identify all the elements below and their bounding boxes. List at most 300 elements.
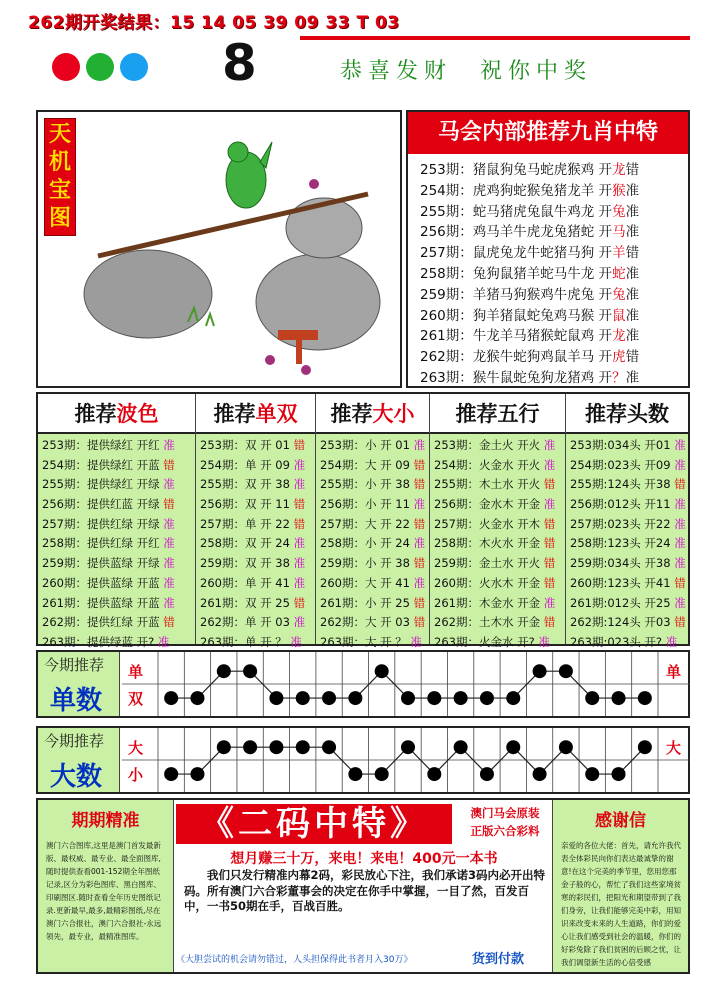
- thank-you-title: 感谢信: [595, 811, 646, 831]
- row-result: 准: [543, 457, 556, 472]
- row-result: 准: [543, 497, 556, 512]
- row-text: 263期：提供绿蓝 开?: [42, 634, 158, 649]
- row-label: 单: [128, 663, 144, 682]
- banner-side-line1: 澳门马会原装: [470, 806, 540, 820]
- big-small-trend-chart: [36, 726, 690, 794]
- row-text: 253期：小 开 01: [320, 438, 414, 452]
- trend-point: [454, 740, 468, 754]
- advert-section: [36, 798, 690, 974]
- row-result: 准: [674, 438, 686, 452]
- grid-row: [38, 495, 195, 515]
- row-text: 254期：火金水 开火: [434, 457, 544, 472]
- trend-point: [427, 691, 441, 705]
- red-ball-icon: [52, 53, 80, 81]
- column-header: [316, 394, 429, 434]
- row-result: 准: [674, 556, 686, 571]
- trend-point: [296, 740, 310, 754]
- right-label: 大: [666, 739, 682, 758]
- row-text: 255期：提供绿红 开绿: [42, 477, 164, 492]
- row-text: 263期：大 开 ？: [320, 634, 411, 649]
- row-text: 260期：火水木 开金: [434, 575, 544, 590]
- row-hit: 龙: [612, 328, 626, 345]
- trend-point: [506, 740, 520, 754]
- grid-row: [316, 594, 429, 614]
- row-hit: 鼠: [612, 307, 626, 324]
- row-text: 261期：牛龙羊马猪猴蛇鼠鸡 开: [420, 328, 613, 345]
- header-text: 推荐头数: [585, 402, 669, 426]
- row-result: 错: [163, 457, 175, 472]
- row-result: 准: [625, 328, 640, 345]
- row-result: 准: [293, 615, 306, 630]
- grid-row: [566, 436, 688, 456]
- picture-title: 天机宝图: [44, 118, 76, 236]
- trend-point: [322, 691, 336, 705]
- grid-row: [316, 574, 429, 594]
- grid-row: [38, 613, 195, 633]
- nine-zodiac-row: [420, 324, 639, 344]
- right-label: 单: [666, 663, 682, 682]
- trend-point: [375, 767, 389, 781]
- row-text: 256期：金水木 开金: [434, 497, 544, 512]
- column-five-elements: [430, 394, 566, 649]
- grid-row: [566, 515, 688, 535]
- trend-point: [638, 691, 652, 705]
- row-result: 错: [293, 497, 306, 512]
- row-text: 256期：鸡马羊牛虎龙兔猪蛇 开: [420, 224, 613, 241]
- thank-you-letter: [552, 800, 688, 972]
- row-text: 261期：双 开 25: [200, 595, 294, 610]
- trend-point: [506, 691, 520, 705]
- row-result: 错: [413, 516, 426, 531]
- row-text: 261期：小 开 25: [320, 595, 414, 610]
- row-result: 准: [293, 477, 306, 492]
- row-text: 255期:124头 开38: [570, 477, 675, 492]
- trend-point: [348, 691, 362, 705]
- row-result: 错: [625, 162, 640, 178]
- grid-row: [566, 475, 688, 495]
- grid-row: [38, 475, 195, 495]
- row-text: 258期：提供红绿 开红: [42, 536, 164, 551]
- row-text: 259期：金土水 开火: [434, 556, 544, 571]
- row-text: 260期:123头 开41: [570, 575, 675, 590]
- row-text: 254期：单 开 09: [200, 457, 294, 472]
- trend-point: [190, 767, 204, 781]
- riddle-picture: [36, 110, 402, 388]
- row-result: 错: [293, 516, 306, 531]
- row-result: 错: [625, 349, 640, 366]
- row-result: 错: [543, 536, 556, 551]
- row-result: 错: [163, 615, 175, 630]
- row-text: 254期：提供绿红 开蓝: [42, 457, 164, 472]
- row-text: 256期：小 开 11: [320, 497, 414, 512]
- row-text: 253期：双 开 01: [200, 438, 294, 452]
- row-text: 259期：小 开 38: [320, 556, 414, 571]
- row-text: 259期：提供蓝绿 开绿: [42, 556, 164, 571]
- blue-ball-icon: [120, 53, 148, 81]
- row-result: 准: [674, 595, 686, 610]
- header-text: 推荐: [213, 402, 256, 426]
- header-highlight: 大小: [372, 402, 415, 426]
- row-text: 258期：双 开 24: [200, 536, 294, 551]
- row-result: 准: [293, 457, 306, 472]
- row-result: 准: [665, 634, 678, 649]
- grid-row: [196, 495, 315, 515]
- row-text: 254期:023头 开09: [570, 457, 675, 472]
- grid-row: [316, 613, 429, 633]
- draw-result-title: 262期开奖结果：15 14 05 39 09 33 T 03: [28, 13, 400, 33]
- row-result: 错: [413, 556, 426, 571]
- row-text: 258期：兔狗鼠猪羊蛇马牛龙 开: [420, 266, 613, 282]
- row-text: 258期:123头 开24: [570, 536, 675, 551]
- column-header: [38, 394, 195, 434]
- row-result: 错: [543, 556, 556, 571]
- row-result: 错: [413, 457, 426, 472]
- grid-row: [316, 515, 429, 535]
- row-text: 257期：鼠虎兔龙牛蛇猪马狗 开: [420, 245, 613, 262]
- header-text: 推荐五行: [455, 402, 540, 426]
- row-result: 准: [413, 438, 426, 452]
- row-text: 253期：提供绿红 开红: [42, 438, 164, 452]
- grid-row: [430, 554, 565, 574]
- row-result: 准: [163, 595, 175, 610]
- trend-point: [612, 691, 626, 705]
- trend-point: [190, 691, 204, 705]
- row-result: 准: [543, 595, 556, 610]
- row-result: 错: [543, 477, 556, 492]
- row-text: 255期：双 开 38: [200, 477, 294, 492]
- nine-zodiac-row: [420, 220, 639, 240]
- row-result: 错: [543, 516, 556, 531]
- nine-zodiac-row: [420, 345, 639, 365]
- green-ball-icon: [86, 53, 114, 81]
- row-text: 259期：羊猪马狗猴鸡牛虎兔 开: [420, 286, 613, 303]
- trend-point: [585, 767, 599, 781]
- row-result: 准: [543, 438, 556, 452]
- grid-row: [38, 436, 195, 456]
- trend-point: [164, 767, 178, 781]
- row-result: 准: [163, 477, 175, 492]
- row-text: 254期：大 开 09: [320, 457, 414, 472]
- row-hit: ？: [612, 370, 626, 386]
- row-result: 准: [163, 536, 175, 551]
- row-result: 准: [625, 266, 640, 282]
- row-result: 准: [413, 575, 426, 590]
- row-text: 260期：狗羊猪鼠蛇兔鸡马猴 开: [420, 307, 613, 324]
- row-text: 258期：小 开 24: [320, 536, 414, 551]
- row-result: 准: [157, 634, 170, 649]
- grid-row: [38, 594, 195, 614]
- issue-number-big: 8: [222, 34, 257, 92]
- trend-point: [243, 664, 257, 678]
- trend-point: [612, 767, 626, 781]
- grid-row: [566, 534, 688, 554]
- column-head-number: [566, 394, 688, 649]
- row-label: 双: [128, 690, 144, 709]
- row-result: 准: [293, 536, 306, 551]
- row-text: 263期:023头 开?: [570, 634, 666, 649]
- grid-row: [430, 534, 565, 554]
- row-text: 254期：虎鸡狗蛇猴兔猪龙羊 开: [420, 182, 613, 199]
- trend-point: [533, 664, 547, 678]
- row-text: 257期：火金水 开木: [434, 516, 544, 531]
- row-label: 大: [128, 739, 144, 758]
- row-result: 错: [163, 497, 175, 512]
- row-result: 准: [625, 307, 640, 324]
- trend-point: [164, 691, 178, 705]
- grid-row: [196, 515, 315, 535]
- row-result: 错: [625, 245, 640, 262]
- two-code-banner: 《二码中特》: [176, 804, 452, 844]
- row-text: 256期:012头 开11: [570, 497, 675, 512]
- trend-point: [348, 767, 362, 781]
- row-result: 准: [674, 497, 686, 512]
- row-hit: 羊: [612, 245, 626, 262]
- row-result: 准: [163, 556, 175, 571]
- trend-point: [243, 740, 257, 754]
- row-text: 262期：大 开 03: [320, 615, 414, 630]
- row-result: 错: [674, 615, 686, 630]
- trend-point: [269, 740, 283, 754]
- nine-zodiac-row: [420, 304, 639, 324]
- nine-zodiac-row: [420, 241, 639, 261]
- grid-row: [38, 534, 195, 554]
- header-highlight: 波色: [116, 402, 159, 426]
- advert-footnote: 《大胆尝试的机会请勿错过，人头担保得此书者月入30万》: [176, 955, 413, 965]
- row-hit: 兔: [612, 286, 626, 303]
- recommend-grid: [36, 392, 690, 649]
- row-text: 257期：单 开 22: [200, 516, 294, 531]
- row-text: 256期：双 开 11: [200, 497, 294, 512]
- grid-row: [430, 594, 565, 614]
- row-text: 261期:012头 开25: [570, 595, 675, 610]
- column-color: [38, 394, 196, 649]
- row-text: 260期：单 开 41: [200, 575, 294, 590]
- row-text: 261期：提供蓝绿 开蓝: [42, 595, 164, 610]
- row-result: 准: [625, 286, 640, 303]
- trend-point: [217, 740, 231, 754]
- row-text: 259期:034头 开38: [570, 556, 675, 571]
- row-result: 准: [413, 497, 426, 512]
- row-result: 准: [674, 536, 686, 551]
- trend-plot: [122, 728, 690, 792]
- trend-point: [480, 767, 494, 781]
- trend-point: [638, 740, 652, 754]
- nine-zodiac-row: [420, 200, 639, 220]
- grid-row: [566, 456, 688, 476]
- header-text: 推荐: [330, 402, 373, 426]
- row-hit: 蛇: [612, 266, 626, 282]
- row-result: 错: [674, 477, 686, 492]
- row-result: 准: [290, 634, 302, 649]
- row-text: 256期：提供红蓝 开绿: [42, 497, 164, 512]
- row-result: 错: [293, 438, 306, 452]
- row-result: 错: [413, 615, 426, 630]
- row-result: 准: [625, 370, 640, 386]
- trend-point: [427, 767, 441, 781]
- row-label: 小: [128, 766, 144, 785]
- advert-body: 我们只发行精准内幕2码，彩民放心下注，我们承诺3码内必开出特码。所有澳门六合彩董事会的决定在你手中掌握，一目了然，百发百中，一书50期在手，百战百胜。: [184, 868, 545, 913]
- grid-row: [196, 475, 315, 495]
- row-text: 261期：木金水 开金: [434, 595, 544, 610]
- row-result: 准: [293, 575, 306, 590]
- greeting-slogan: 恭喜发财 祝你中奖: [340, 59, 593, 84]
- row-result: 准: [625, 203, 640, 220]
- row-result: 准: [163, 516, 175, 531]
- row-text: 253期:034头 开01: [570, 438, 675, 452]
- trend-point: [375, 664, 389, 678]
- grid-row: [316, 495, 429, 515]
- nine-zodiac-row: [420, 283, 639, 303]
- row-result: 准: [163, 575, 175, 590]
- gallery-intro-text: 澳门六合图库,这里是澳门首发最新版、最权威、最专业、最全面图库,随时提供查看001-152期全年图纸记录,区分为彩色图库、黑白图库、印刷图区.随时查看全年历史图纸记录.更新最早,最多,最精彩图纸,尽在澳门六合报社，澳门六合报社-永远领先，最专业，最精准图库。: [46, 841, 162, 941]
- column-big-small: [316, 394, 430, 649]
- header-highlight: 单双: [255, 402, 298, 426]
- nine-zodiac-row: [420, 158, 639, 178]
- chart-caption: 今期推荐: [44, 656, 105, 674]
- nine-zodiac-row: [420, 179, 639, 199]
- row-result: 准: [674, 457, 686, 472]
- column-header: [566, 394, 688, 434]
- odd-even-trend-chart: [36, 650, 690, 718]
- row-text: 258期：木火水 开金: [434, 536, 544, 551]
- grid-row: [566, 613, 688, 633]
- two-code-advert: [174, 800, 554, 972]
- grid-row: [566, 594, 688, 614]
- trend-point: [559, 664, 573, 678]
- row-result: 错: [293, 595, 306, 610]
- chart-big-label: 单数: [50, 686, 103, 716]
- row-text: 255期：蛇马猪虎兔鼠牛鸡龙 开: [420, 203, 613, 220]
- grid-row: [316, 475, 429, 495]
- row-text: 262期：提供红绿 开蓝: [42, 615, 164, 630]
- gallery-intro-title: 期期精准: [71, 811, 140, 831]
- row-result: 准: [625, 182, 640, 199]
- grid-row: [316, 534, 429, 554]
- chart-big-label: 大数: [50, 762, 103, 792]
- row-result: 错: [413, 595, 426, 610]
- row-text: 253期：猪鼠狗兔马蛇虎猴鸡 开: [420, 162, 613, 178]
- header-text: 推荐: [74, 402, 117, 426]
- grid-row: [566, 495, 688, 515]
- row-text: 263期：单 开 ？: [200, 634, 291, 649]
- row-result: 错: [543, 615, 556, 630]
- row-text: 260期：大 开 41: [320, 575, 414, 590]
- trend-point: [533, 767, 547, 781]
- grid-row: [196, 456, 315, 476]
- grid-row: [316, 554, 429, 574]
- row-text: 260期：提供蓝绿 开蓝: [42, 575, 164, 590]
- row-text: 262期:124头 开03: [570, 615, 675, 630]
- nine-zodiac-row: [420, 366, 639, 386]
- row-text: 263期：猴牛鼠蛇兔狗龙猪鸡 开: [420, 370, 613, 386]
- row-text: 255期：木土水 开火: [434, 477, 544, 492]
- grid-row: [566, 554, 688, 574]
- column-odd-even: [196, 394, 316, 649]
- row-hit: 龙: [612, 162, 626, 178]
- cartoon-illustration: [38, 112, 400, 386]
- grid-row: [430, 515, 565, 535]
- grid-row: [38, 515, 195, 535]
- column-header: [196, 394, 315, 434]
- column-header: [430, 394, 565, 434]
- row-text: 262期：龙猴牛蛇狗鸡鼠羊马 开: [420, 349, 613, 366]
- row-text: 262期：单 开 03: [200, 615, 294, 630]
- trend-point: [401, 691, 415, 705]
- nine-zodiac-title: 马会内部推荐九肖中特: [408, 112, 688, 154]
- row-text: 257期：提供红绿 开绿: [42, 516, 164, 531]
- row-text: 253期：金土火 开火: [434, 438, 544, 452]
- nine-zodiac-panel: [406, 110, 690, 388]
- grid-row: [430, 475, 565, 495]
- trend-point: [322, 740, 336, 754]
- chart-caption: 今期推荐: [44, 732, 105, 750]
- row-hit: 马: [612, 224, 626, 241]
- trend-point: [269, 691, 283, 705]
- grid-row: [196, 554, 315, 574]
- grid-row: [38, 574, 195, 594]
- thank-you-text: 亲爱的各位大佬：首先，请允许我代表全体彩民向你们表达最诚挚的谢意!在这个完美的季节里，您用您那金子般的心，帮忙了我们这些家境贫寒的彩民们，把阳光和期望带到了我们身旁，让我们能够完美中彩，用知识来改变未来的人生道路，你们的爱心让我们感受到社会的温暖，你们的好彩兔除了我们贫困的后顾之忧，让我们调望新生活的心倍受感: [561, 841, 681, 967]
- trend-point: [480, 691, 494, 705]
- trend-point: [454, 691, 468, 705]
- grid-row: [430, 436, 565, 456]
- banner-side-line2: 正版六合彩料: [470, 824, 540, 838]
- trend-point: [559, 740, 573, 754]
- row-result: 准: [538, 634, 550, 649]
- chart-label: [38, 652, 120, 716]
- row-text: 257期：大 开 22: [320, 516, 414, 531]
- grid-row: [38, 554, 195, 574]
- grid-row: [196, 613, 315, 633]
- row-text: 262期：土木水 开金: [434, 615, 544, 630]
- grid-row: [196, 534, 315, 554]
- row-hit: 虎: [612, 349, 626, 366]
- grid-row: [196, 574, 315, 594]
- row-result: 准: [413, 536, 426, 551]
- row-result: 错: [543, 575, 556, 590]
- cash-on-delivery-link[interactable]: 货到付款: [472, 952, 525, 967]
- row-text: 255期：小 开 38: [320, 477, 414, 492]
- trend-point: [296, 691, 310, 705]
- trend-point: [585, 691, 599, 705]
- grid-row: [566, 574, 688, 594]
- advert-slogan: 想月赚三十万，来电！来电！400元一本书: [230, 851, 498, 867]
- grid-row: [316, 456, 429, 476]
- row-result: 准: [293, 556, 306, 571]
- row-result: 准: [410, 634, 422, 649]
- grid-row: [196, 594, 315, 614]
- row-result: 准: [674, 516, 686, 531]
- header-rule: [300, 36, 690, 40]
- trend-point: [217, 664, 231, 678]
- chart-label: [38, 728, 120, 792]
- grid-row: [316, 436, 429, 456]
- gallery-intro: [38, 800, 174, 972]
- row-result: 准: [163, 438, 175, 452]
- trend-plot: [122, 652, 690, 716]
- row-hit: 猴: [612, 182, 626, 199]
- row-result: 错: [674, 575, 686, 590]
- row-result: 错: [413, 477, 426, 492]
- grid-row: [38, 456, 195, 476]
- row-text: 263期：火金水 开?: [434, 634, 539, 649]
- grid-row: [196, 436, 315, 456]
- grid-row: [430, 495, 565, 515]
- grid-row: [430, 613, 565, 633]
- row-text: 257期:023头 开22: [570, 516, 675, 531]
- row-text: 259期：双 开 38: [200, 556, 294, 571]
- trend-point: [401, 740, 415, 754]
- nine-zodiac-row: [420, 262, 639, 282]
